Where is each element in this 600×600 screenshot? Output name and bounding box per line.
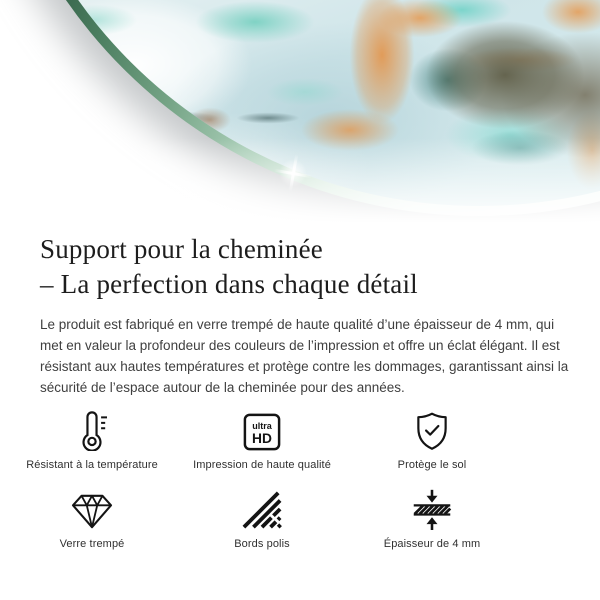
thickness-icon <box>411 488 453 530</box>
feature-icon-box <box>243 411 281 451</box>
feature-label: Impression de haute qualité <box>193 459 331 471</box>
feature-tempered-glass <box>7 490 177 550</box>
feature-icon-box <box>411 490 453 530</box>
page-title-line1: Support pour la cheminée <box>40 234 323 264</box>
feature-label: Verre trempé <box>59 538 125 550</box>
feature-icon-box <box>75 411 109 451</box>
ultra-hd-icon-text-big: HD <box>252 430 272 446</box>
feature-label: Résistant à la température <box>26 459 158 471</box>
ultra-hd-icon <box>243 413 281 451</box>
feature-high-quality-print <box>177 411 347 471</box>
feature-temperature-resistant <box>7 411 177 471</box>
page-title-line2: – La perfection dans chaque détail <box>40 269 418 299</box>
feature-label: Bords polis <box>234 538 290 550</box>
page-title <box>40 232 560 302</box>
thermometer-icon <box>75 411 109 451</box>
feature-icon-box <box>241 490 283 530</box>
feature-polished-edges <box>177 490 347 550</box>
shield-check-icon <box>413 411 451 451</box>
product-content <box>0 232 600 550</box>
product-hero-image <box>0 0 600 230</box>
polished-edges-icon <box>241 490 283 530</box>
ultra-hd-icon-text-small: ultra <box>252 421 272 432</box>
feature-protects-floor <box>347 411 517 471</box>
diamond-icon <box>70 492 114 530</box>
feature-icon-box <box>70 490 114 530</box>
hero-bottom-fade <box>0 0 600 230</box>
feature-label: Épaisseur de 4 mm <box>383 538 481 550</box>
product-description: Le produit est fabriqué en verre trempé de haute qualité d’une épaisseur de 4 mm, qui met en valeur la profondeur des couleurs de l’impression et offre un éclat élégant. Il est résistant aux hautes températures et protège contre les dommages, garantissant ainsi la sécurité de l’espace autour de la cheminée pour des années. <box>40 317 569 395</box>
feature-icon-box <box>413 411 451 451</box>
feature-thickness-4mm <box>347 490 517 550</box>
feature-grid <box>7 411 560 550</box>
feature-label: Protège le sol <box>397 459 467 471</box>
